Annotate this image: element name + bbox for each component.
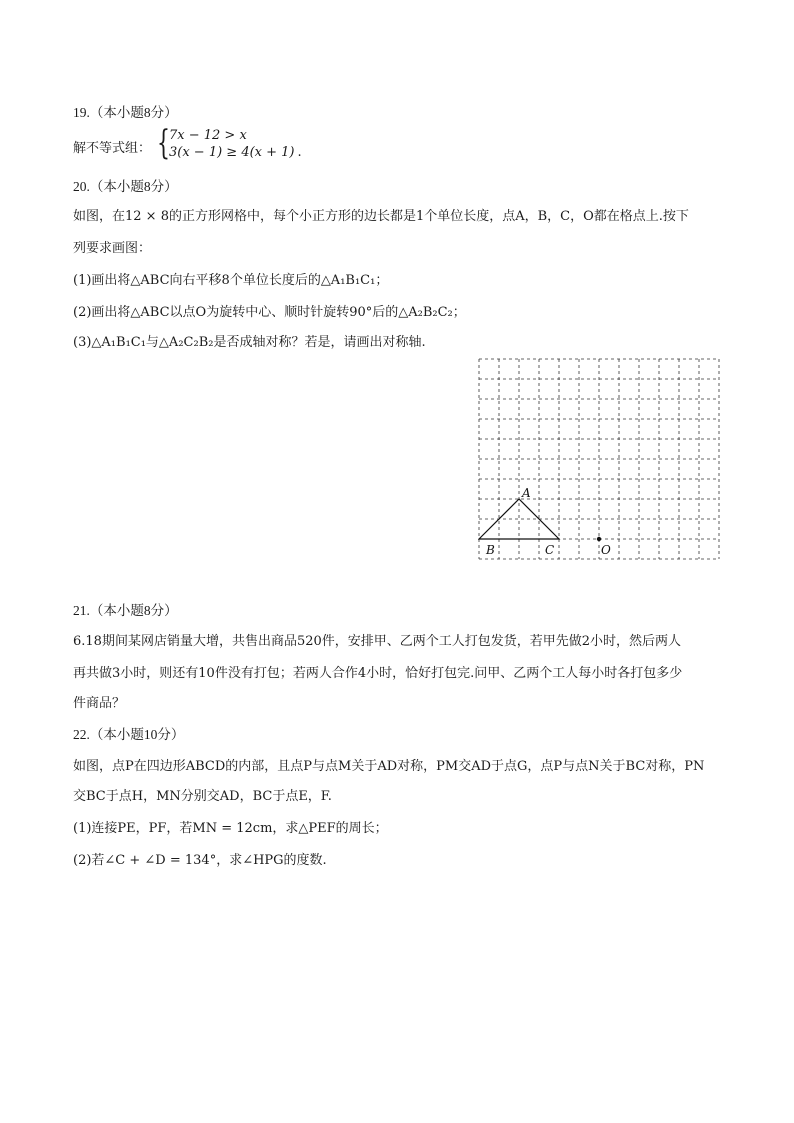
grid-lines	[479, 359, 719, 559]
q21-header: 21.（本小题8分）	[73, 603, 178, 618]
q20-text-line-2: 列要求画图：	[73, 241, 152, 256]
q22-item-2: (2)若∠C + ∠D = 134°，求∠HPG的度数.	[73, 853, 327, 868]
q22-text-line-1: 如图，点P在四边形ABCD的内部，且点P与点M关于AD对称，PM交AD于点G，点P与点N关于BC对称，PN	[73, 759, 705, 774]
label-a: A	[522, 486, 531, 500]
label-b: B	[486, 543, 495, 557]
q21-text-line-1: 6.18期间某网店销量大增，共售出商品520件，安排甲、乙两个工人打包发货，若甲先做2小时，然后两人	[73, 634, 682, 649]
q20-text-line-1: 如图，在12 × 8的正方形网格中，每个小正方形的边长都是1个单位长度，点A，B，C，O都在格点上.按下	[73, 209, 689, 224]
label-c: C	[545, 543, 555, 557]
q19-inequality-1: 7x − 12 > x	[169, 128, 247, 143]
q19-prompt: 解不等式组：	[73, 141, 152, 156]
label-o: O	[601, 543, 611, 557]
q19-period: .	[297, 145, 302, 160]
q21-text-line-3: 件商品？	[73, 696, 126, 711]
q19-inequality-2-text: 3(x − 1) ≥ 4(x + 1)	[169, 145, 295, 160]
q19-header: 19.（本小题8分）	[73, 105, 178, 120]
brace-symbol: {	[157, 123, 170, 163]
q20-item-3: (3)△A₁B₁C₁与△A₂C₂B₂是否成轴对称？若是，请画出对称轴.	[73, 335, 426, 350]
q22-text-line-2: 交BC于点H，MN分别交AD，BC于点E，F.	[73, 789, 332, 804]
point-o	[597, 537, 601, 541]
q20-header: 20.（本小题8分）	[73, 179, 178, 194]
q22-item-1: (1)连接PE，PF，若MN = 12cm，求△PEF的周长；	[73, 821, 388, 836]
q20-grid-figure	[478, 358, 722, 562]
q22-header: 22.（本小题10分）	[73, 727, 185, 742]
q19-inequality-2	[169, 145, 302, 160]
q20-item-1: (1)画出将△ABC向右平移8个单位长度后的△A₁B₁C₁；	[73, 273, 389, 288]
q20-item-2: (2)画出将△ABC以点O为旋转中心、顺时针旋转90°后的△A₂B₂C₂；	[73, 305, 466, 320]
q21-text-line-2: 再共做3小时，则还有10件没有打包；若两人合作4小时，恰好打包完.问甲、乙两个工人每小时各打包多少	[73, 666, 683, 681]
